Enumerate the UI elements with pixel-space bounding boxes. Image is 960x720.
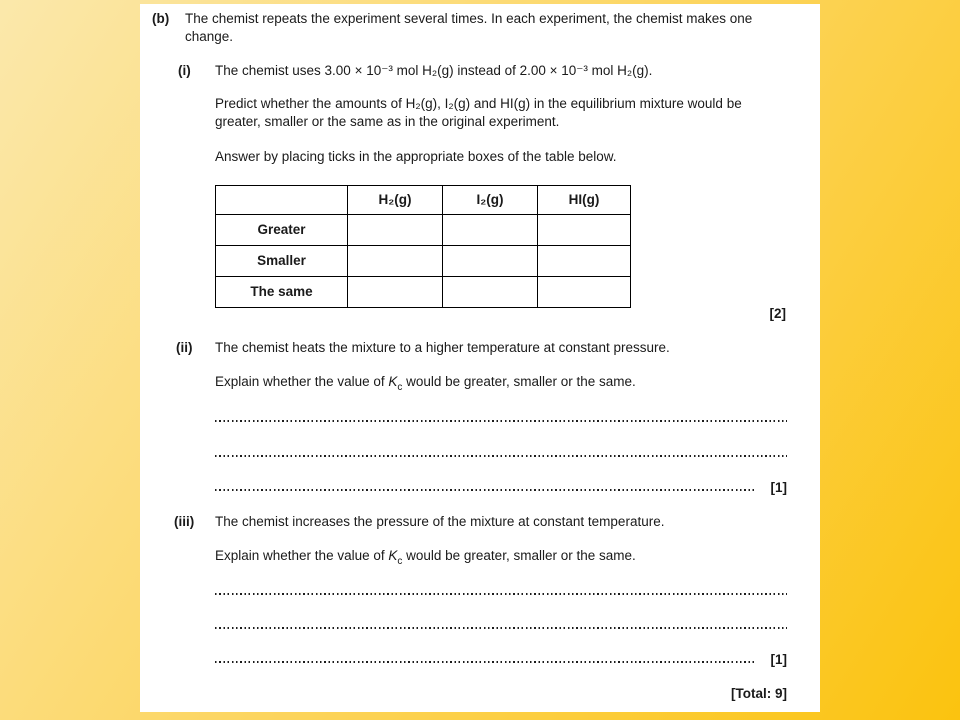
answer-line[interactable] xyxy=(215,593,787,595)
part-ii-label: (ii) xyxy=(176,340,193,355)
part-b-text: The chemist repeats the experiment several times. In each experiment, the chemist makes one change. xyxy=(185,11,753,44)
part-ii-explain xyxy=(215,373,800,397)
marks-part-iii: [1] xyxy=(770,652,787,667)
tick-cell-smaller-h2[interactable] xyxy=(348,246,443,277)
tick-cell-same-i2[interactable] xyxy=(443,277,538,308)
tick-cell-smaller-i2[interactable] xyxy=(443,246,538,277)
answer-line[interactable] xyxy=(215,420,787,422)
part-ii-explain-after: would be greater, smaller or the same. xyxy=(402,374,636,389)
row-label-smaller: Smaller xyxy=(216,246,348,277)
tick-cell-greater-h2[interactable] xyxy=(348,215,443,246)
part-iii-label: (iii) xyxy=(174,514,195,529)
part-ii-explain-before: Explain whether the value of xyxy=(215,374,389,389)
tick-cell-same-h2[interactable] xyxy=(348,277,443,308)
tick-cell-greater-hi[interactable] xyxy=(538,215,631,246)
kc-symbol: K xyxy=(388,374,398,389)
kc-subscript: c xyxy=(397,556,403,567)
tick-cell-greater-i2[interactable] xyxy=(443,215,538,246)
tick-cell-smaller-hi[interactable] xyxy=(538,246,631,277)
marks-part-ii: [1] xyxy=(770,480,787,495)
marks-part-i: [2] xyxy=(769,306,786,321)
part-b-label: (b) xyxy=(152,11,170,26)
part-i-predict-text: Predict whether the amounts of H₂(g), I₂(g) and HI(g) in the equilibrium mixture would be greater, smaller or the same as in the original experiment. xyxy=(215,96,742,129)
col-header-i2: I₂(g) xyxy=(443,186,538,215)
total-marks: [Total: 9] xyxy=(731,686,787,701)
col-header-hi: HI(g) xyxy=(538,186,631,215)
tick-cell-same-hi[interactable] xyxy=(538,277,631,308)
table-row xyxy=(216,215,631,246)
table-row xyxy=(216,246,631,277)
part-i-label: (i) xyxy=(178,63,191,78)
tick-table xyxy=(215,185,631,308)
part-i-instruction: Answer by placing ticks in the appropriate boxes of the table below. xyxy=(215,149,617,164)
part-iii-explain-after: would be greater, smaller or the same. xyxy=(402,548,636,563)
exam-paper-page xyxy=(140,4,820,712)
col-header-h2: H₂(g) xyxy=(348,186,443,215)
part-iii-explain-before: Explain whether the value of xyxy=(215,548,389,563)
row-label-greater: Greater xyxy=(216,215,348,246)
kc-subscript: c xyxy=(397,382,403,393)
answer-line[interactable] xyxy=(215,661,755,663)
part-i-intro: The chemist uses 3.00 × 10⁻³ mol H₂(g) instead of 2.00 × 10⁻³ mol H₂(g). xyxy=(215,63,653,78)
table-header-row xyxy=(216,186,631,215)
row-label-the-same: The same xyxy=(216,277,348,308)
table-row xyxy=(216,277,631,308)
part-ii-intro: The chemist heats the mixture to a higher temperature at constant pressure. xyxy=(215,340,670,355)
answer-line[interactable] xyxy=(215,455,787,457)
part-iii-intro: The chemist increases the pressure of the mixture at constant temperature. xyxy=(215,514,665,529)
kc-symbol: K xyxy=(388,548,398,563)
table-corner-cell xyxy=(216,186,348,215)
answer-line[interactable] xyxy=(215,489,755,491)
part-iii-explain xyxy=(215,547,800,571)
answer-line[interactable] xyxy=(215,627,787,629)
